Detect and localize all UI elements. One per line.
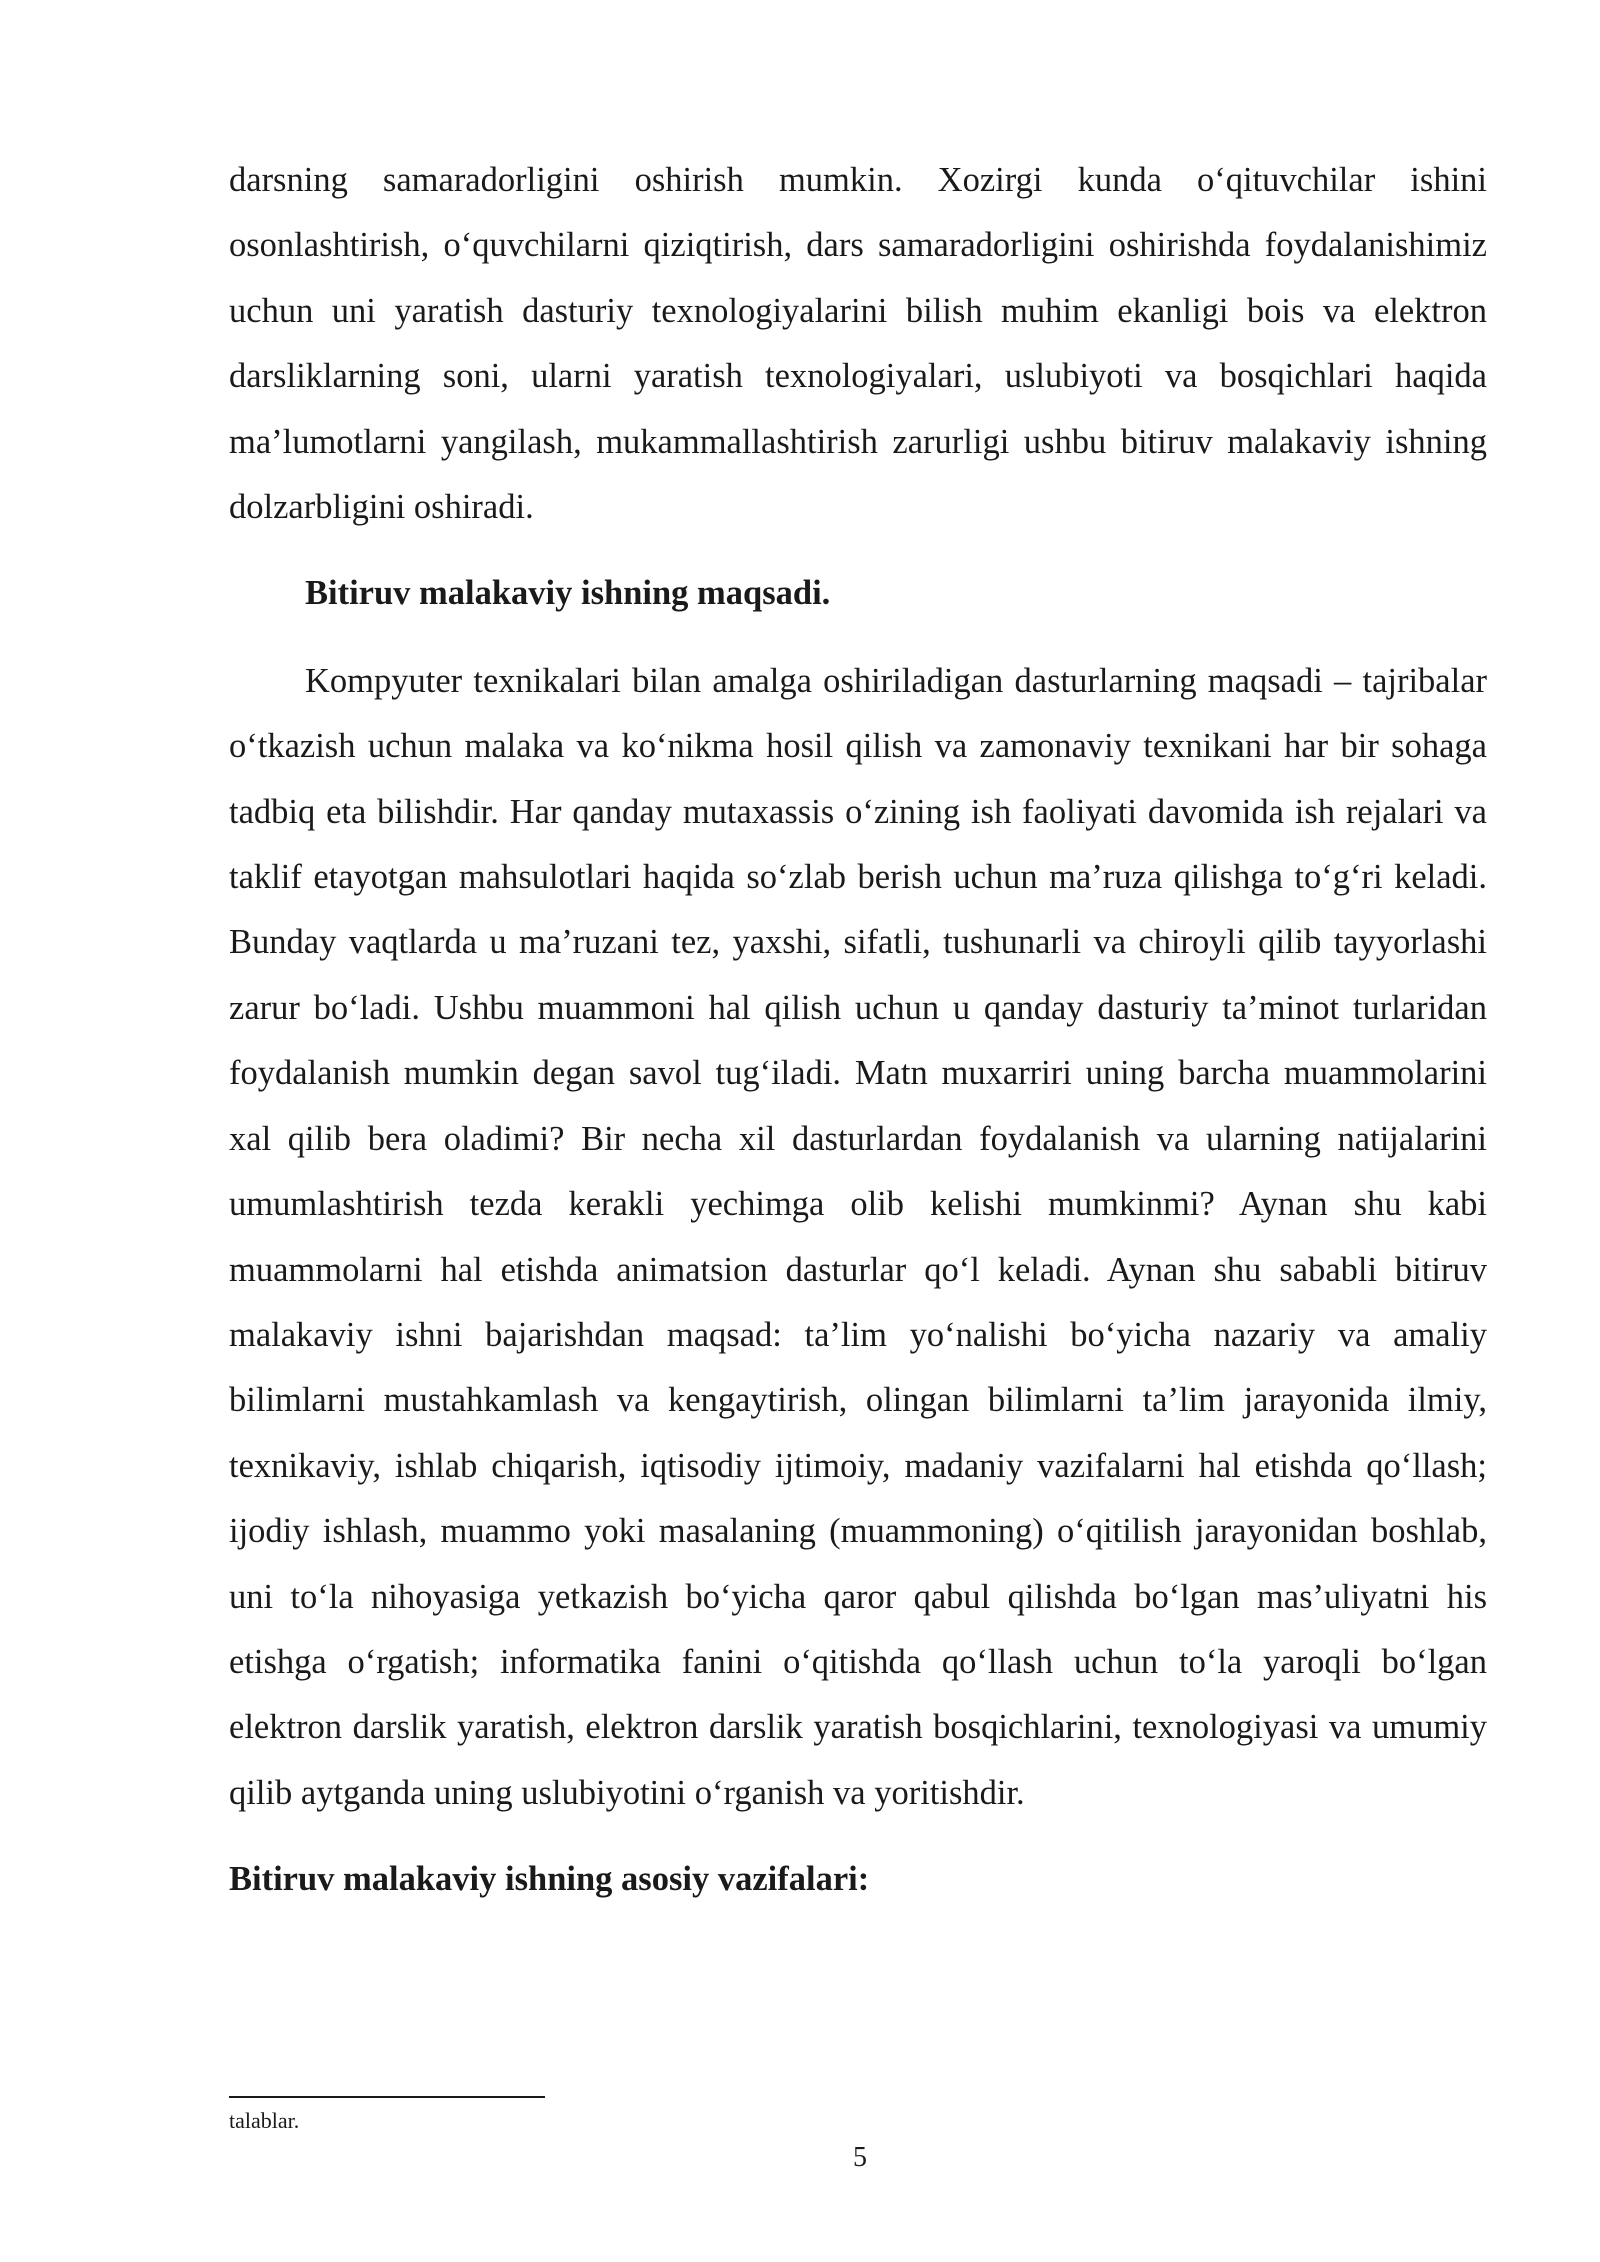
page-number: 5	[853, 2142, 867, 2173]
page-body	[229, 148, 1487, 1913]
footnote-text: talablar.	[229, 2108, 300, 2133]
heading-goal: Bitiruv malakaviy ishning maqsadi.	[305, 574, 831, 613]
heading-tasks: Bitiruv malakaviy ishning asosiy vazifalari:	[229, 1860, 870, 1899]
footnote-separator	[229, 2096, 545, 2098]
paragraph-goal: Kompyuter texnikalari bilan amalga oshiriladigan dasturlarning maqsadi – tajribalar o‘tkazish uchun malaka va ko‘nikma hosil qilish va zamonaviy texnikani har bir sohaga tadbiq eta bilishdir. Har qanday mutaxassis o‘zining ish faoliyati davomida ish rejalari va taklif etayotgan mahsulotlari haqida so‘zlab berish uchun ma’ruza qilishga to‘g‘ri keladi. Bunday vaqtlarda u ma’ruzani tez, yaxshi, sifatli, tushunarli va chiroyli qilib tayyorlashi zarur bo‘ladi. Ushbu muammoni hal qilish uchun u qanday dasturiy ta’minot turlaridan foydalanish mumkin degan savol tug‘iladi. Matn muxarriri uning barcha muammolarini xal qilib bera oladimi? Bir necha xil dasturlardan foydalanish va ularning natijalarini umumlashtirish tezda kerakli yechimga olib kelishi mumkinmi? Aynan shu kabi muammolarni hal etishda animatsion dasturlar qo‘l keladi. Aynan shu sababli bitiruv malakaviy ishni bajarishdan maqsad: ta’lim yo‘nalishi bo‘yicha nazariy va amaliy bilimlarni mustahkamlash va kengaytirish, olingan bilimlarni ta’lim jarayonida ilmiy, texnikaviy, ishlab chiqarish, iqtisodiy ijtimoiy, madaniy vazifalarni hal etishda qo‘llash; ijodiy ishlash, muammo yoki masalaning (muammoning) o‘qitilish jarayonidan boshlab, uni to‘la nihoyasiga yetkazish bo‘yicha qaror qabul qilishda bo‘lgan mas’uliyatni his etishga o‘rgatish; informatika fanini o‘qitishda qo‘llash uchun to‘la yaroqli bo‘lgan elektron darslik yaratish, elektron darslik yaratish bosqichlarini, texnologiyasi va umumiy qilib aytganda uning uslubiyotini o‘rganish va yoritishdir.	[229, 661, 1487, 1812]
paragraph-relevance: darsning samaradorligini oshirish mumkin. Xozirgi kunda o‘qituvchilar ishini osonlashtirish, o‘quvchilarni qiziqtirish, dars samaradorligini oshirishda foydalanishimiz uchun uni yaratish dasturiy texnologiyalarini bilish muhim ekanligi bois va elektron darsliklarning soni, ularni yaratish texnologiyalari, uslubiyoti va bosqichlari haqida ma’lumotlarni yangilash, mukammallashtirish zarurligi ushbu bitiruv malakaviy ishning dolzarbligini oshiradi.	[229, 161, 1487, 527]
